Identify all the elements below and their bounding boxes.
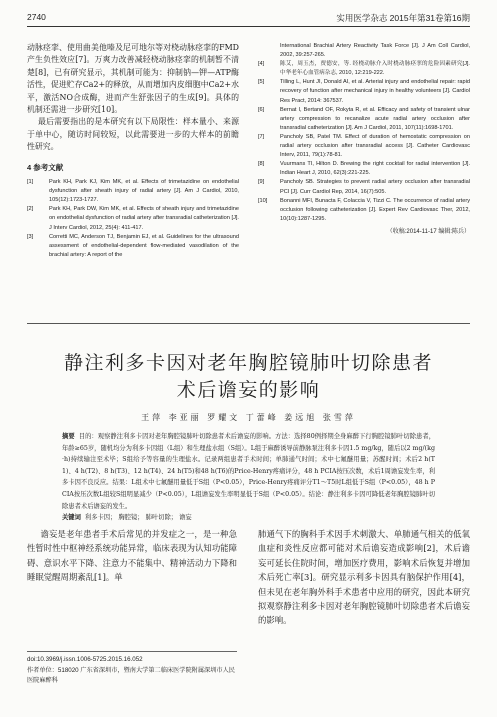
reference-list: [27, 178, 239, 260]
paragraph: 动脉痉挛、使用曲美他嗪及尼可地尔等对桡动脉痉挛的FMD产生负性效应[7]。万爽力改善减轻桡动脉痉挛的机制暂不清楚[8]，已有研究显示，其机制可能为：抑制钠—钾—ATP酶活性，促进贮存Ca2+的释放，从而增加内皮细胞中Ca2+水平，激活NO合成酶，进而产生舒张因子的生成[9]。具体的机制还需进一步研究[10]。: [27, 43, 239, 115]
article-title: [40, 350, 457, 404]
reference-number: [6]: [258, 106, 265, 113]
running-header: [27, 12, 470, 27]
reference-text: 陈艾，周玉杰，贾德安，等. 经桡动脉介入时桡动脉痉挛的危险因素研究[J]. 中华老年心血管病杂志, 2010, 12:219-222.: [280, 61, 470, 77]
section-divider: [27, 323, 470, 324]
reference-text: Bernat I, Bertand OF, Rokyta R, et al. Efficacy and safety of transient ulnar artery compression to recanalize acute radial artery occlusion after transradial catheterization [J]. Am J Cardiol, 2011, 107(11):1698-1701.: [280, 106, 470, 131]
reference-text: International Brachial Artery Reactivity Task Force [J]. J Am Coll Cardiol, 2002, 39:257-265.: [280, 43, 470, 59]
reference-item: [258, 133, 470, 160]
reference-list: [258, 42, 470, 224]
reference-number: [5]: [258, 79, 265, 86]
received-note: （收稿:2014-11-17 编辑:陈兵）: [386, 228, 470, 235]
keywords-label: 关键词: [62, 514, 81, 522]
reference-item: [27, 233, 239, 260]
reference-item: [258, 60, 470, 78]
body-paragraph: 谵妄是老年患者手术后常见的并发症之一，是一种急性暂时性中枢神经系统功能异常，临床表现为认知功能障碍、意识水平下降、注意力不能集中、精神活动力下降和睡眠觉醒周期紊乱[1]。单: [27, 529, 237, 583]
page-number: 2740: [27, 12, 46, 22]
doi: doi:10.3969/j.issn.1006-5725.2015.16.052: [27, 656, 143, 663]
reference-number: [4]: [258, 61, 265, 68]
reference-text: Park KH, Park KJ, Kim MK, et al. Effects of trimetazidine on endothelial dysfunction after sheath injury of radial artery [J]. Am J Cardiol, 2010, 105(12):1723-1727.: [49, 179, 239, 204]
body-paragraph: 肺通气下的胸科手术因手术刺激大、单肺通气相关的低氧血症和炎性反应都可能对术后谵妄造成影响[2]，术后谵妄可延长住院时间，增加医疗费用，影响术后恢复并增加术后死亡率[3]。研究显示利多卡因具有脑保护作用[4]，但未见在老年胸外科手术患者中应用的研究，因此本研究拟观察静注利多卡因对老年胸腔镜肺叶切除患者术后谵妄的影响。: [258, 529, 470, 626]
reference-number: [7]: [258, 133, 265, 140]
reference-text: Corretti MC, Anderson TJ, Benjamin EJ, et al. Guidelines for the ultrasound assessment of endothelial-dependent flow-mediated vasodilation of the brachial artery: A report of the: [49, 233, 239, 258]
reference-number: [1]: [27, 179, 34, 186]
abstract-label: 摘要: [62, 433, 75, 440]
body-left-column: [27, 527, 237, 585]
abstract-text: 目的：观察静注利多卡因对老年胸腔镜肺叶切除患者术后谵妄的影响。方法：选择80例择期全身麻醉下行胸腔镜肺叶切除患者，年龄≥65岁，随机均分为利多卡因组（L组）和生理盐水组（S组）。L组于麻醉诱导前静脉泵注利多卡因1.5 mg/kg，随后以2 mg/(kg·h)持续输注至术毕；S组给予等容量的生理盐水。记录两组患者手术时间；单肺通气时间；术中七氟醚用量；苏醒时间；术后2 h(T1)、4 h(T2)、8 h(T3)、12 h(T4)、24 h(T5)和48 h(T6)的Price-Henry疼痛评分，48 h PCIA按压次数，术后1周谵妄发生率，利多卡因不良反应。结果：L组术中七氟醚用量低于S组（P<0.05），Price-Henry疼痛评分T1～T5时L组低于S组（P<0.05），48 h PCIA按压次数L组较S组明显减少（P<0.05），L组谵妄发生率明显低于S组（P<0.05）。结论：静注利多卡因可降低老年胸腔镜肺叶切除患者术后谵妄的发生。: [62, 433, 435, 510]
reference-number: [9]: [258, 179, 265, 186]
reference-item: [258, 106, 470, 133]
abstract: [62, 431, 435, 524]
affiliation: 作者单位：518020 广东省深圳市，暨南大学第二临床医学院附属深圳市人民医院麻醉科: [27, 666, 235, 684]
references-heading: 4 参考文献: [27, 162, 64, 172]
reference-number: [2]: [27, 206, 34, 213]
reference-text: Tilling L, Hunt JI, Donald AI, et al. Arterial injury and endothelial repair: rapid recovery of function after mechanical injury in healthy volunteers [J]. Cardiol Res Pract, 2014: 367537.: [280, 79, 470, 104]
reference-item: [258, 42, 470, 60]
reference-item: [258, 160, 470, 178]
reference-item: [258, 178, 470, 196]
title-line: 静注利多卡因对老年胸腔镜肺叶切除患者: [63, 352, 433, 374]
reference-number: [258, 42, 280, 60]
left-column: [27, 42, 239, 260]
author-list: 王萍 李亚丽 罗耀文 丁蕾峰 姜远旭 张雪萍: [141, 413, 356, 422]
reference-item: [27, 205, 239, 232]
reference-text: Pancholy SB. Strategies to prevent radial artery occlusion after transradial PCI [J]. Curr Cardiol Rep, 2014, 16(7):505.: [280, 179, 470, 195]
footnote: [27, 651, 237, 687]
reference-item: [258, 197, 470, 224]
reference-number: [3]: [27, 233, 34, 240]
journal-name: 实用医学杂志 2015年第31卷第16期: [336, 13, 470, 23]
reference-text: Pancholy SB, Patel TM. Effect of duration of hemostatic compression on radial artery occlusion after transradial access [J]. Catheter Cardiovasc Interv, 2011, 79(1):78-81.: [280, 133, 470, 159]
reference-text: Vuurmans TI, Hilton D. Brewing the right cocktail for radial intervention [J]. Indian Heart J, 2010, 62(3):221-225.: [280, 161, 470, 177]
title-line: 术后谵妄的影响: [176, 379, 321, 401]
keywords: 利多卡因； 胸腔镜； 肺叶切除； 谵妄: [84, 514, 192, 522]
reference-item: [27, 178, 239, 205]
reference-number: [10]: [258, 197, 268, 204]
reference-item: [258, 78, 470, 105]
reference-text: Park KH, Park DW, Kim MK, et al. Effects of sheath injury and trimetazidine on endothelial dysfunction of radial artery after transradial catheterization [J]. J Interv Cardiol, 2012, 25(4): 411-417.: [49, 206, 239, 231]
body-right-column: [258, 527, 470, 628]
paragraph: 最后需要指出的是本研究有以下局限性：样本量小、来源于单中心，随访时间较短，以此需要进一步的大样本的前瞻性研究。: [27, 117, 239, 152]
reference-text: Bonanni MFI, Bunacta F, Colaccia V, Tizzi C. The occurrence of radial artery occlusion following catheterization [J]. Expert Rev Cardiovasc Ther, 2012, 10(10):1287-1295.: [280, 197, 470, 222]
reference-number: [8]: [258, 161, 265, 168]
right-column: [258, 42, 470, 238]
